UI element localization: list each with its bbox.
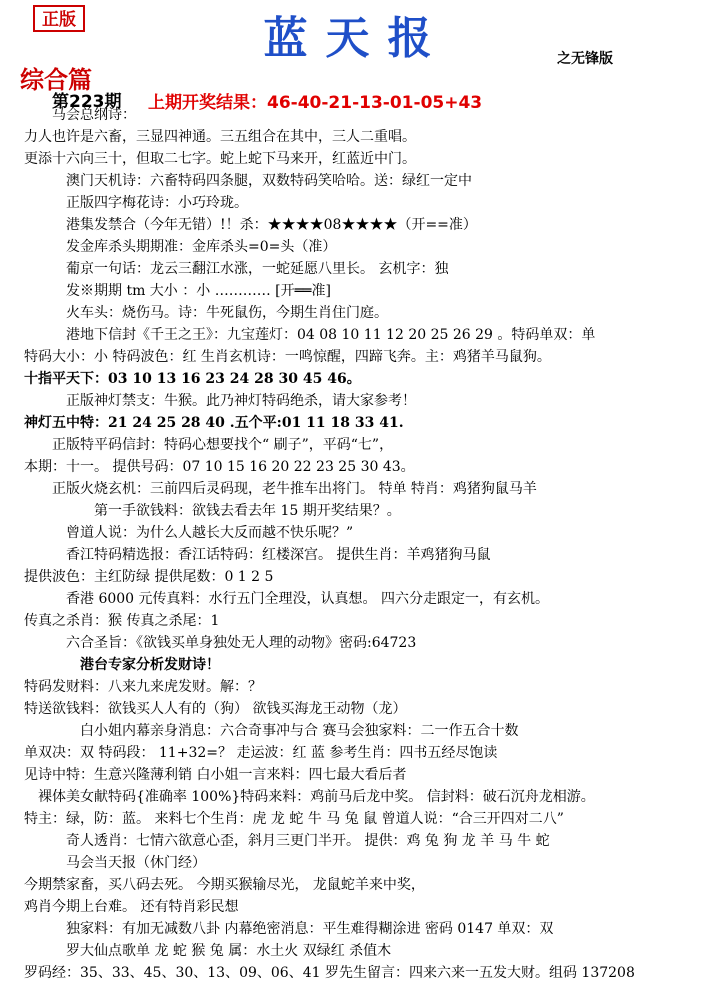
text-line: 葡京一句话：龙云三翻江水涨，一蛇延愿八里长。 玄机字：独 bbox=[66, 261, 449, 277]
text-line: 正版特平码信封：特码心想要找个“ 刷子”，平码“七”， bbox=[52, 437, 394, 453]
text-line: 火车头：烧伤马。诗：牛死鼠伤，今期生肖住门庭。 bbox=[66, 305, 388, 321]
text-line: 今期禁家畜，买八码去死。 今期买猴输尽光， 龙鼠蛇羊来中奖， bbox=[24, 877, 425, 893]
text-line: 港地下信封《千王之王》：九宝莲灯：04 08 10 11 12 20 25 26 29 。特码单双：单 bbox=[66, 327, 596, 343]
text-line: 马会总纲诗： bbox=[52, 107, 136, 123]
text-line: 传真之杀肖：猴 传真之杀尾：1 bbox=[24, 613, 220, 629]
text-line: 神灯五中特：21 24 25 28 40 .五个平:01 11 18 33 41. bbox=[24, 415, 404, 431]
text-line: 十指平天下：03 10 13 16 23 24 28 30 45 46。 bbox=[24, 371, 361, 387]
text-line: 第一手欲钱料：欲钱去看去年 15 期开奖结果？。 bbox=[94, 503, 401, 519]
text-line: 奇人透肖：七情六欲意心歪，斜月三更门半开。 提供：鸡 兔 狗 龙 羊 马 牛 蛇 bbox=[66, 833, 550, 849]
text-line: 提供波色：主红防绿 提供尾数：0 1 2 5 bbox=[24, 569, 274, 585]
text-line: 发金库杀头期期准：金库杀头=0=头（准） bbox=[66, 239, 337, 255]
text-line: 香港 6000 元传真料：水行五门全理没，认真想。 四六分走跟定一，有玄机。 bbox=[66, 591, 549, 607]
text-line: 港台专家分析发财诗！ bbox=[80, 657, 220, 673]
text-line: 港集发禁合（今年无错）!！杀：★★★★08★★★★（开==准） bbox=[66, 217, 477, 233]
text-line: 特码发财料：八来九来虎发财。解：？ bbox=[24, 679, 262, 695]
text-line: 香江特码精选报：香江话特码：红楼深宫。 提供生肖：羊鸡猪狗马鼠 bbox=[66, 547, 491, 563]
text-line: 单双决：双 特码段： 11+32=？ 走运波：红 蓝 参考生肖：四书五经尽饱读 bbox=[24, 745, 498, 761]
newspaper-title: 蓝天报 bbox=[263, 13, 450, 64]
text-line: 特送欲钱料：欲钱买人人有的（狗） 欲钱买海龙王动物（龙） bbox=[24, 701, 407, 717]
text-line: 特主：绿，防：蓝。 来料七个生肖：虎 龙 蛇 牛 马 兔 鼠 曾道人说：“合三开四对二八” bbox=[24, 811, 564, 827]
text-line: 本期：十一。 提供号码：07 10 15 16 20 22 23 25 30 43。 bbox=[24, 459, 415, 475]
text-line: 裸体美女献特码{准确率 100%}特码来料：鸡前马后龙中奖。 信封料：破石沉舟龙相游。 bbox=[38, 789, 595, 805]
text-line: 马会当天报（休门经） bbox=[66, 855, 206, 871]
last-draw-result: 上期开奖结果：46-40-21-13-01-05+43 bbox=[148, 93, 483, 113]
text-line: 罗大仙点歌单 龙 蛇 猴 兔 属：水土火 双绿红 杀值木 bbox=[66, 943, 392, 959]
issue-number: 第223期 bbox=[52, 92, 122, 112]
text-line: 澳门天机诗：六畜特码四条腿，双数特码笑哈哈。送：绿红一定中 bbox=[66, 173, 472, 189]
text-line: 曾道人说：为什么人越长大反而越不快乐呢？” bbox=[66, 525, 354, 541]
edition-label: 之无锋版 bbox=[557, 51, 613, 67]
text-line: 罗码经：35、33、45、30、13、09、06、41 罗先生留言：四来六来一五发大财。组码 137208 bbox=[24, 965, 635, 981]
text-line: 正版神灯禁支：牛猴。此乃神灯特码绝杀，请大家参考！ bbox=[66, 393, 416, 409]
text-line: 更添十六向三十，但取二七字。蛇上蛇下马来开，红蓝近中门。 bbox=[24, 151, 416, 167]
text-line: 正版四字梅花诗：小巧玲珑。 bbox=[66, 195, 248, 211]
text-line: 见诗中特：生意兴隆薄利销 白小姐一言来料：四七最大看后者 bbox=[24, 767, 407, 783]
text-line: 特码大小：小 特码波色：红 生肖玄机诗：一鸣惊醒，四蹄飞奔。主：鸡猪羊马鼠狗。 bbox=[24, 349, 551, 365]
text-line: 白小姐内幕亲身消息：六合奇事冲与合 赛马会独家料：二一作五合十数 bbox=[80, 723, 519, 739]
text-line: 正版火烧玄机：三前四后灵码现，老牛推车出将门。 特单 特肖：鸡猪狗鼠马羊 bbox=[52, 481, 537, 497]
text-line: 鸡肖今期上台难。 还有特肖彩民想 bbox=[24, 899, 239, 915]
text-line: 独家料：有加无减数八卦 内幕绝密消息：平生难得糊涂进 密码 0147 单双：双 bbox=[66, 921, 554, 937]
text-line: 发※期期 tm 大小 ：小 ………… [开══准] bbox=[66, 283, 331, 299]
text-line: 力人也许是六畜，三显四神通。三五组合在其中，三人二重唱。 bbox=[24, 129, 416, 145]
section-title: 综合篇 bbox=[20, 66, 92, 94]
text-line: 六合圣旨：《欲钱买单身独处无人理的动物》密码:64723 bbox=[66, 635, 417, 651]
edition-badge: 正版 bbox=[33, 5, 85, 32]
